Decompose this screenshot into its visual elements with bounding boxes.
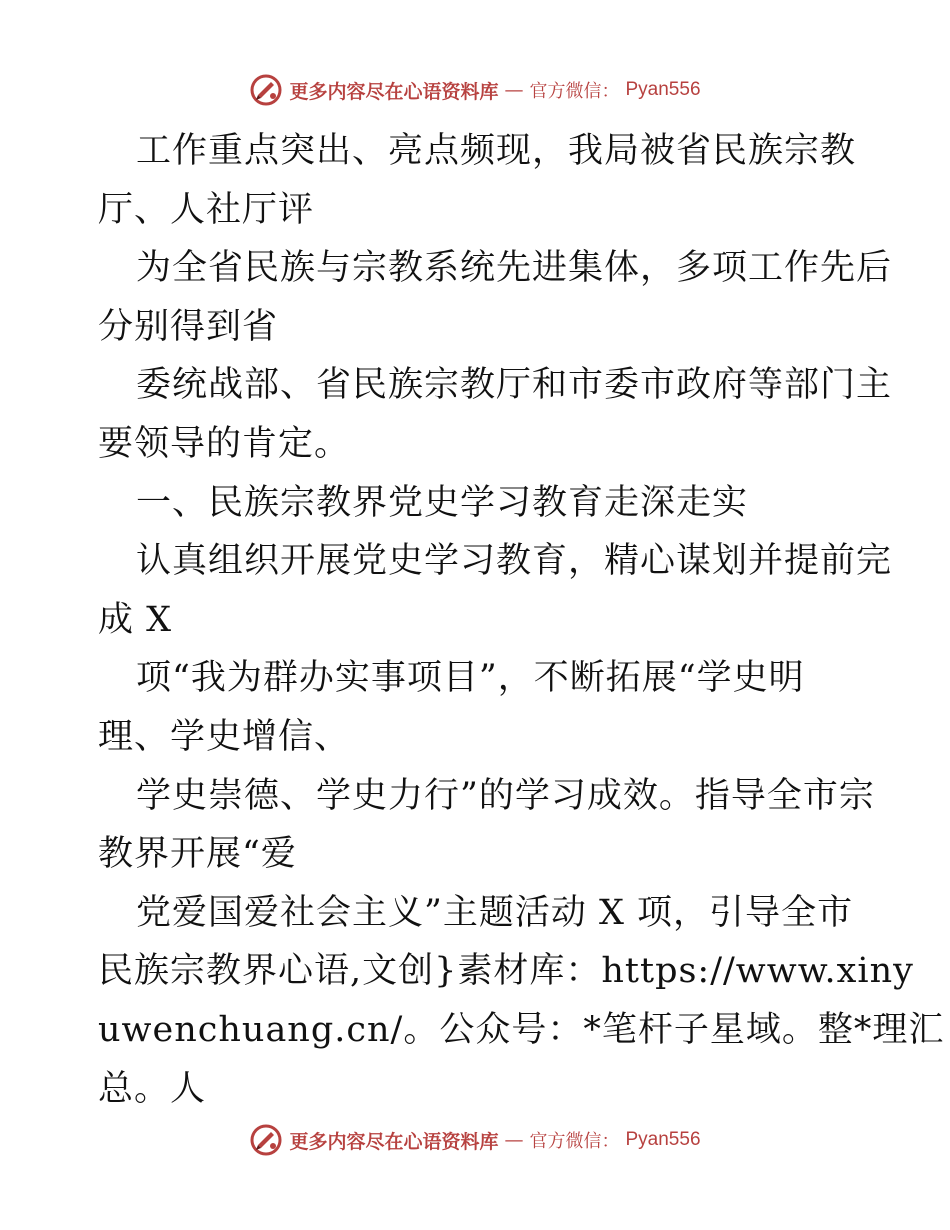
text-line: 厅、人社厅评 xyxy=(98,189,315,230)
text-line: 要领导的肯定。 xyxy=(98,423,351,464)
banner-separator: — xyxy=(504,1129,524,1151)
banner-wechat-label: 官方微信： xyxy=(529,1131,620,1152)
text-line: 学史崇德、学史力行”的学习成效。指导全市宗 xyxy=(136,775,875,816)
banner-wechat-id: Pyan556 xyxy=(625,1129,701,1150)
text-line: 委统战部、省民族宗教厅和市委市政府等部门主 xyxy=(136,365,893,406)
footer-banner xyxy=(0,1120,950,1160)
header-banner xyxy=(0,70,950,110)
banner-brand-text: 更多内容尽在心语资料库 xyxy=(289,80,499,103)
banner-wechat-label: 官方微信： xyxy=(529,81,620,102)
banner-wechat-id: Pyan556 xyxy=(625,79,701,100)
text-line: 分别得到省 xyxy=(98,306,279,347)
text-line: 民族宗教界心语,文创}素材库：https://www.xiny xyxy=(98,951,914,992)
text-line: 为全省民族与宗教系统先进集体，多项工作先后 xyxy=(136,248,893,289)
text-line: uwenchuang.cn/。公众号：*笔杆子星域。整*理汇 xyxy=(98,1009,945,1050)
brand-logo-icon xyxy=(249,1123,283,1157)
text-line: 项“我为群办实事项目”，不断拓展“学史明 xyxy=(136,658,805,699)
text-line: 理、学史增信、 xyxy=(98,716,351,757)
text-line: 总。人 xyxy=(98,1068,207,1109)
text-line: 认真组织开展党史学习教育，精心谋划并提前完 xyxy=(136,541,893,582)
banner-brand-text: 更多内容尽在心语资料库 xyxy=(289,1130,499,1153)
document-body xyxy=(98,122,945,1118)
brand-logo-icon xyxy=(249,73,283,107)
banner-separator: — xyxy=(504,79,524,101)
section-heading: 一、民族宗教界党史学习教育走深走实 xyxy=(136,482,749,523)
text-line: 党爱国爱社会主义”主题活动 X 项，引导全市 xyxy=(136,892,854,933)
text-line: 教界开展“爱 xyxy=(98,834,297,875)
text-line: 成 X xyxy=(98,599,173,640)
text-line: 工作重点突出、亮点频现，我局被省民族宗教 xyxy=(136,131,857,171)
